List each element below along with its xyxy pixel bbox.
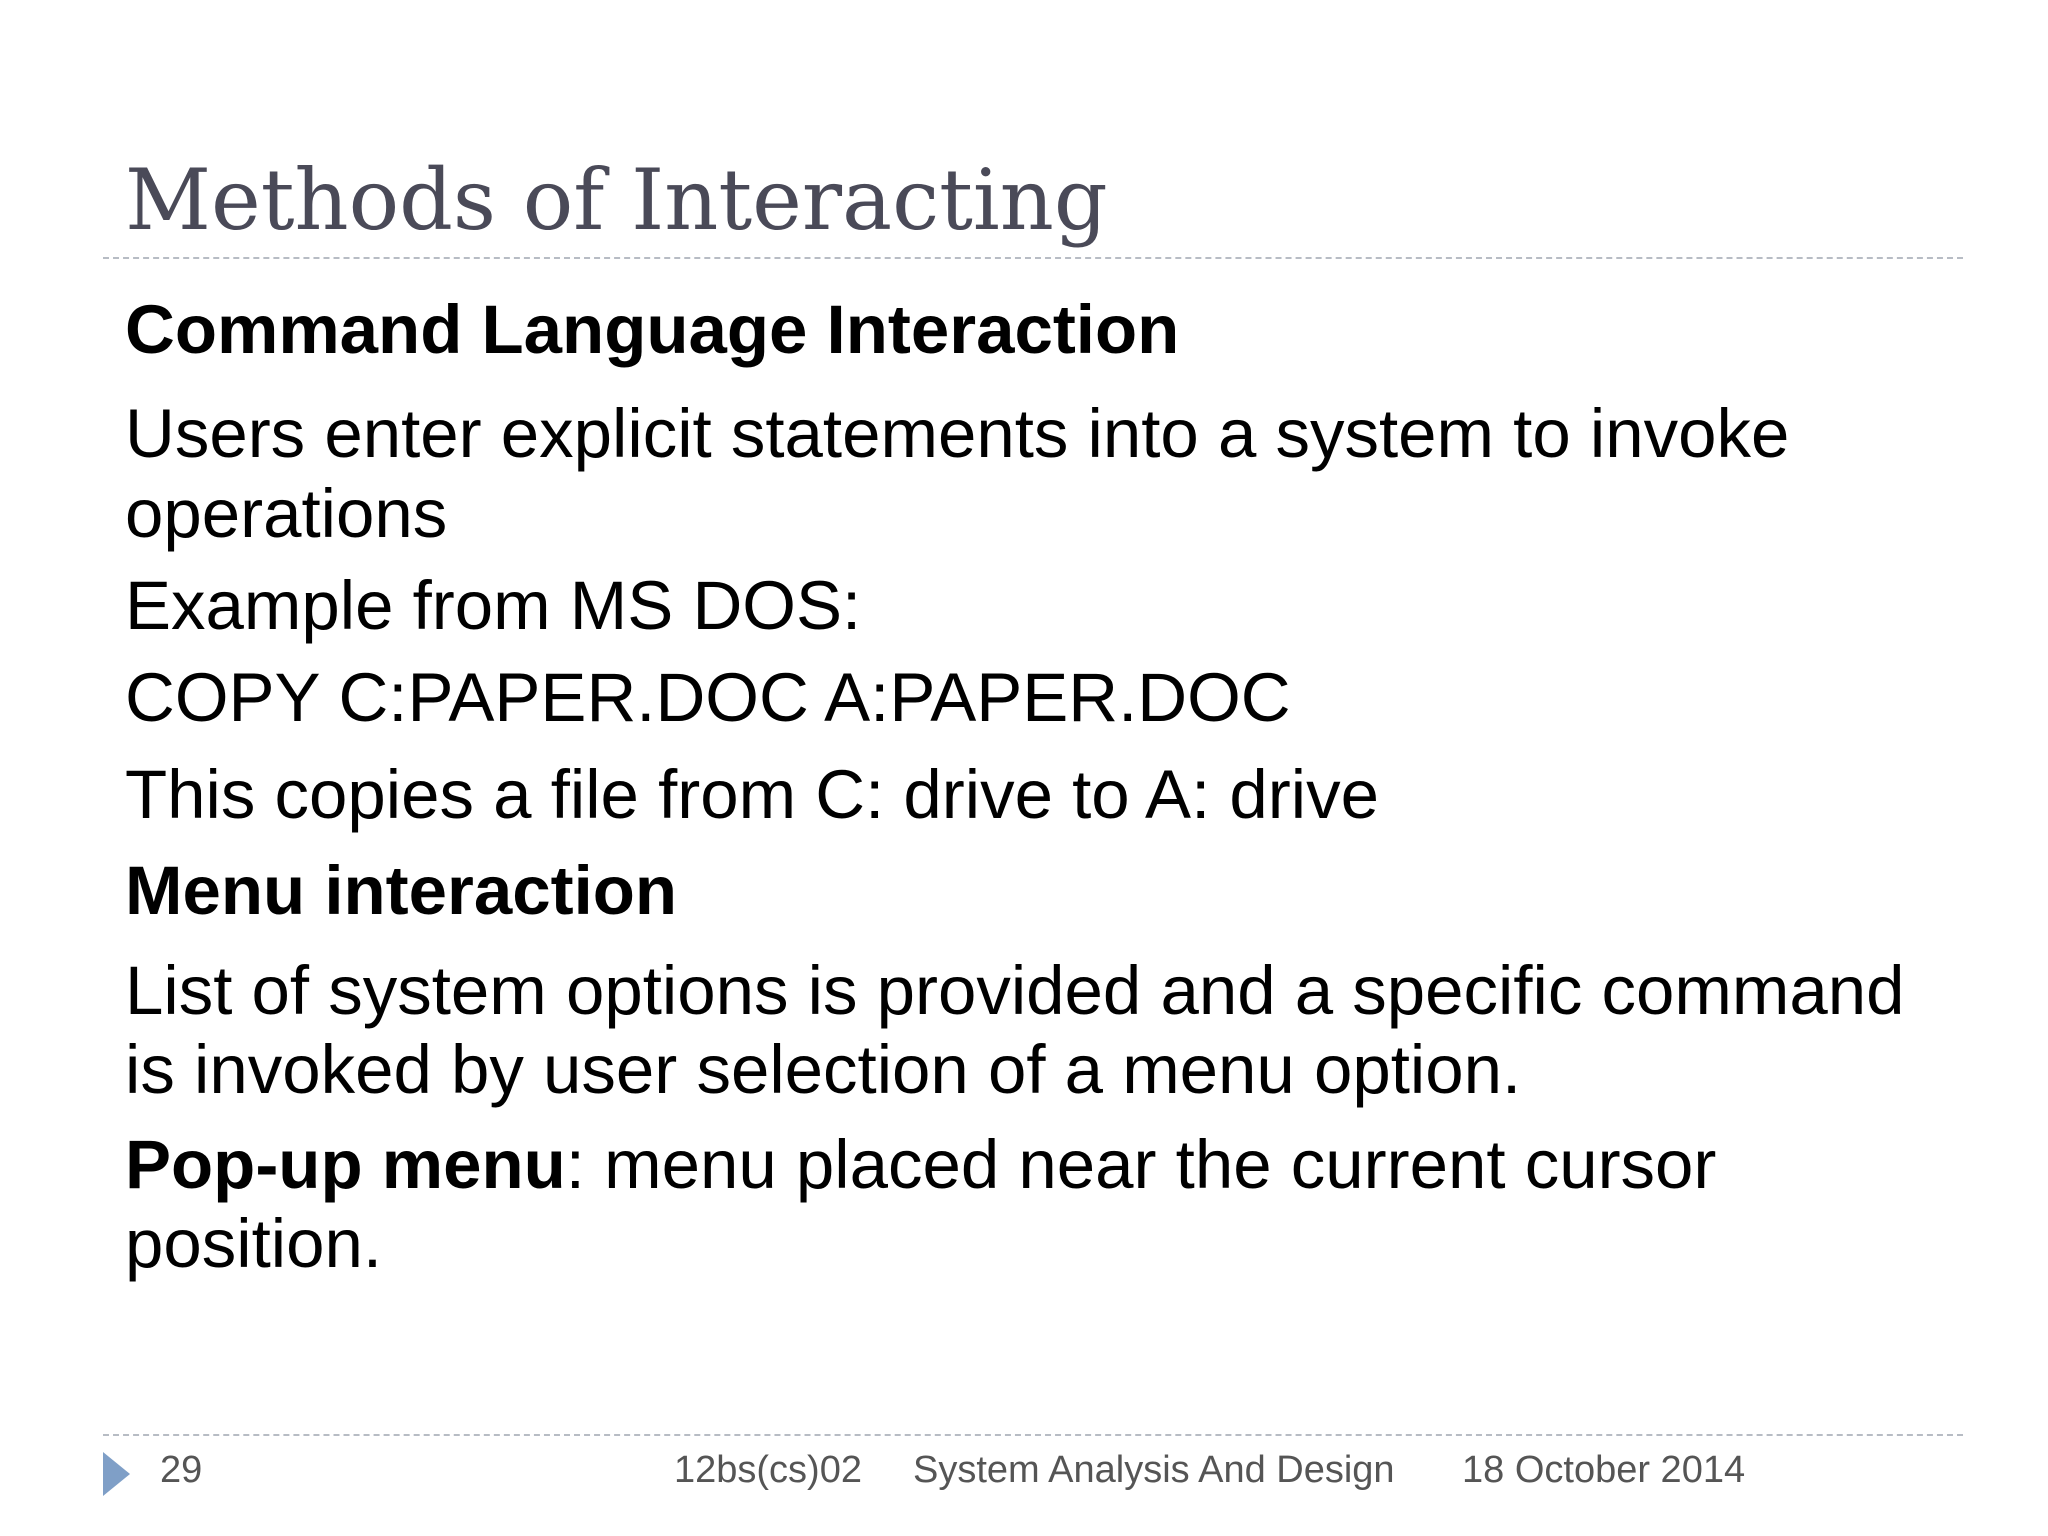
menu-description: List of system options is provided and a specific command is invoked by user selection of a menu option. bbox=[125, 952, 1905, 1108]
slide-title: Methods of Interacting bbox=[125, 151, 1108, 249]
example-label: Example from MS DOS: bbox=[125, 567, 862, 644]
heading-command-language: Command Language Interaction bbox=[125, 291, 1180, 368]
course-code: 12bs(cs)02 bbox=[674, 1449, 862, 1491]
popup-menu-definition: : menu placed near the current cursor position. bbox=[125, 1126, 1717, 1282]
heading-menu-interaction: Menu interaction bbox=[125, 852, 678, 929]
users-statement: Users enter explicit statements into a system to invoke operations bbox=[125, 395, 1790, 552]
slide-content bbox=[125, 290, 1965, 1283]
popup-menu-term: Pop-up menu bbox=[125, 1126, 566, 1203]
course-name: System Analysis And Design bbox=[913, 1449, 1395, 1491]
triangle-right-icon bbox=[103, 1452, 130, 1496]
page-number: 29 bbox=[160, 1449, 203, 1491]
footer-divider bbox=[103, 1434, 1963, 1436]
popup-menu-description bbox=[125, 1125, 1965, 1283]
title-divider bbox=[103, 257, 1963, 259]
footer-date: 18 October 2014 bbox=[1462, 1449, 1746, 1491]
copy-command: COPY C:PAPER.DOC A:PAPER.DOC bbox=[125, 659, 1291, 736]
copy-explanation: This copies a file from C: drive to A: drive bbox=[125, 756, 1379, 833]
